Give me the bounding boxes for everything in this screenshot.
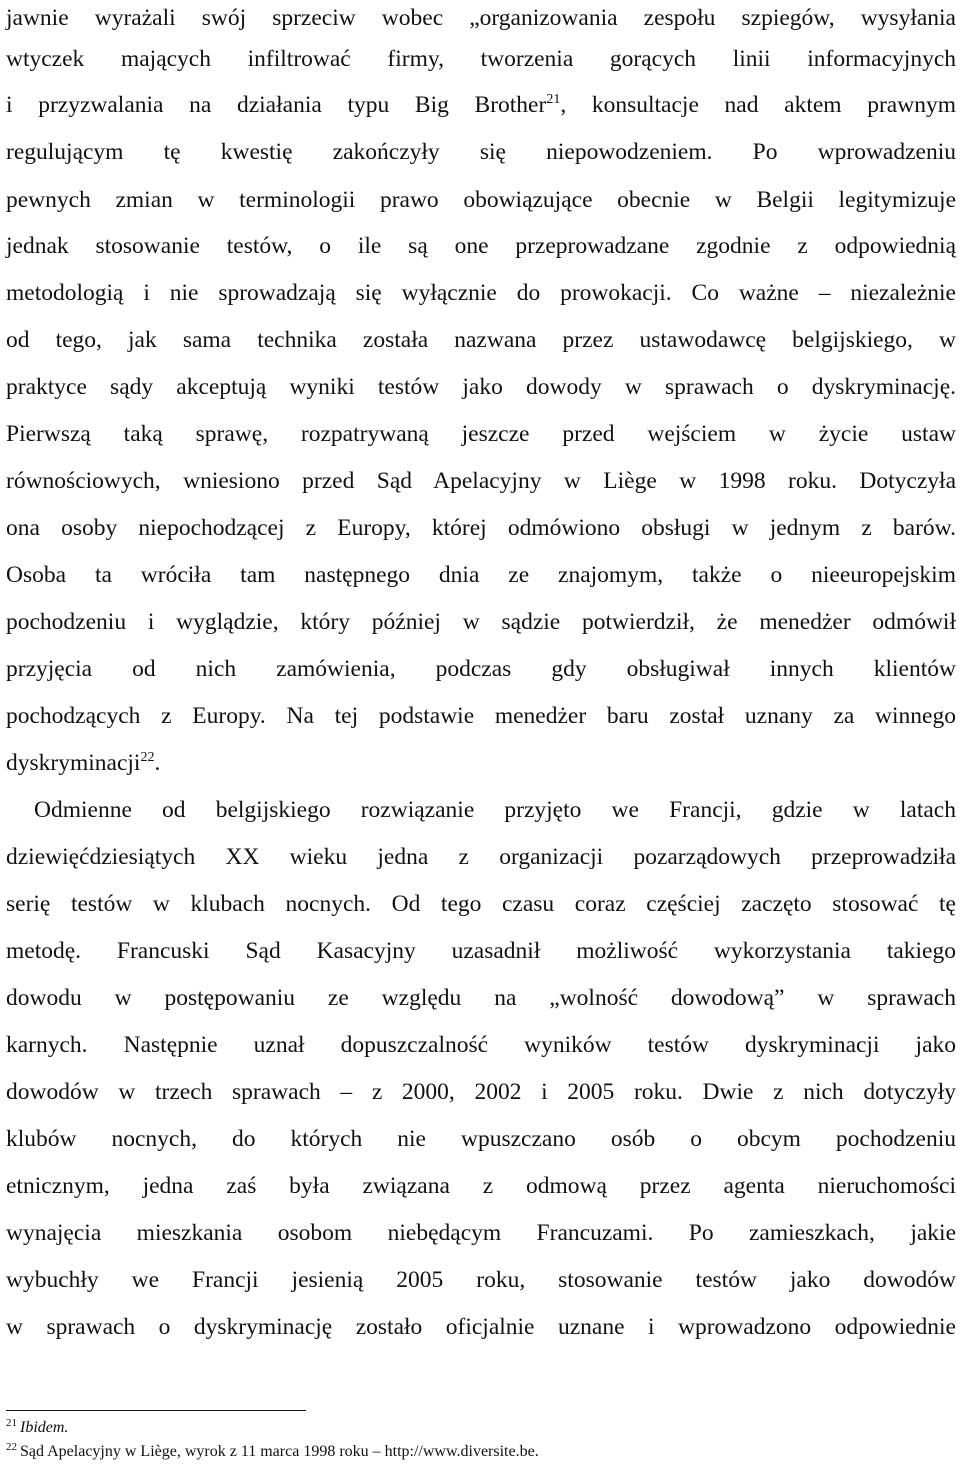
text-line: dowodów w trzech sprawach – z 2000, 2002 i 2005 roku. Dwie z nich dotyczyły — [6, 1079, 956, 1105]
text-line — [6, 748, 956, 778]
footnote-text[interactable]: Sąd Apelacyjny w Liège, wyrok z 11 marca 1998 roku – http://www.diversite.be. — [20, 1443, 539, 1460]
text-line: dowodu w postępowaniu ze względu na „wolność dowodową” w sprawach — [6, 985, 956, 1011]
text-line: pochodzących z Europy. Na tej podstawie menedżer baru został uznany za winnego — [6, 703, 956, 729]
text-line — [6, 90, 956, 120]
text-line: jednak stosowanie testów, o ile są one przeprowadzane zgodnie z odpowiednią — [6, 233, 956, 259]
text-line: wtyczek mających infiltrować firmy, tworzenia gorących linii informacyjnych — [6, 46, 956, 72]
footnote-number: 22 — [6, 1441, 17, 1453]
footnote-text: Ibidem. — [20, 1419, 69, 1436]
text-line: wynajęcia mieszkania osobom niebędącym Francuzami. Po zamieszkach, jakie — [6, 1220, 956, 1246]
text-line: regulującym tę kwestię zakończyły się niepowodzeniem. Po wprowadzeniu — [6, 139, 956, 165]
text-line: Odmienne od belgijskiego rozwiązanie przyjęto we Francji, gdzie w latach — [34, 797, 956, 823]
text-line: równościowych, wniesiono przed Sąd Apelacyjny w Liège w 1998 roku. Dotyczyła — [6, 468, 956, 494]
footnote-21 — [6, 1418, 68, 1438]
text-line: pewnych zmian w terminologii prawo obowiązujące obecnie w Belgii legitymizuje — [6, 187, 956, 213]
text-line: przyjęcia od nich zamówienia, podczas gdy obsługiwał innych klientów — [6, 656, 956, 682]
text-line: dziewięćdziesiątych XX wieku jedna z organizacji pozarządowych przeprowadziła — [6, 844, 956, 870]
text-line: klubów nocnych, do których nie wpuszczano osób o obcym pochodzeniu — [6, 1126, 956, 1152]
text-line: Pierwszą taką sprawę, rozpatrywaną jeszcze przed wejściem w życie ustaw — [6, 421, 956, 447]
text-line: wybuchły we Francji jesienią 2005 roku, stosowanie testów jako dowodów — [6, 1267, 956, 1293]
text-span: i przyzwalania na działania typu Big Brother — [6, 92, 547, 118]
text-line: pochodzeniu i wyglądzie, który później w sądzie potwierdził, że menedżer odmówił — [6, 609, 956, 635]
footnote-22 — [6, 1442, 539, 1462]
text-line: ona osoby niepochodzącej z Europy, której odmówiono obsługi w jednym z barów. — [6, 515, 956, 541]
text-line: metodologią i nie sprowadzają się wyłącznie do prowokacji. Co ważne – niezależnie — [6, 280, 956, 306]
text-line: serię testów w klubach nocnych. Od tego czasu coraz częściej zaczęto stosować tę — [6, 891, 956, 917]
text-line: w sprawach o dyskryminację zostało oficjalnie uznane i wprowadzono odpowiednie — [6, 1314, 956, 1340]
text-line: praktyce sądy akceptują wyniki testów jako dowody w sprawach o dyskryminację. — [6, 374, 956, 400]
text-span: . — [154, 750, 161, 776]
text-line: etnicznym, jedna zaś była związana z odmową przez agenta nieruchomości — [6, 1173, 956, 1199]
footnote-divider — [6, 1410, 306, 1411]
footnote-ref[interactable]: 21 — [546, 92, 561, 107]
text-line: Osoba ta wróciła tam następnego dnia ze znajomym, także o nieeuropejskim — [6, 562, 956, 588]
footnote-ref[interactable]: 22 — [140, 750, 155, 765]
text-span: , konsultacje nad aktem prawnym — [560, 92, 956, 118]
text-span: dyskryminacji — [6, 750, 141, 776]
footnote-number: 21 — [6, 1417, 17, 1429]
text-line: od tego, jak sama technika została nazwana przez ustawodawcę belgijskiego, w — [6, 327, 956, 353]
text-line: jawnie wyrażali swój sprzeciw wobec „organizowania zespołu szpiegów, wysyłania — [6, 5, 956, 31]
text-line: metodę. Francuski Sąd Kasacyjny uzasadnił możliwość wykorzystania takiego — [6, 938, 956, 964]
text-line: karnych. Następnie uznał dopuszczalność wyników testów dyskryminacji jako — [6, 1032, 956, 1058]
